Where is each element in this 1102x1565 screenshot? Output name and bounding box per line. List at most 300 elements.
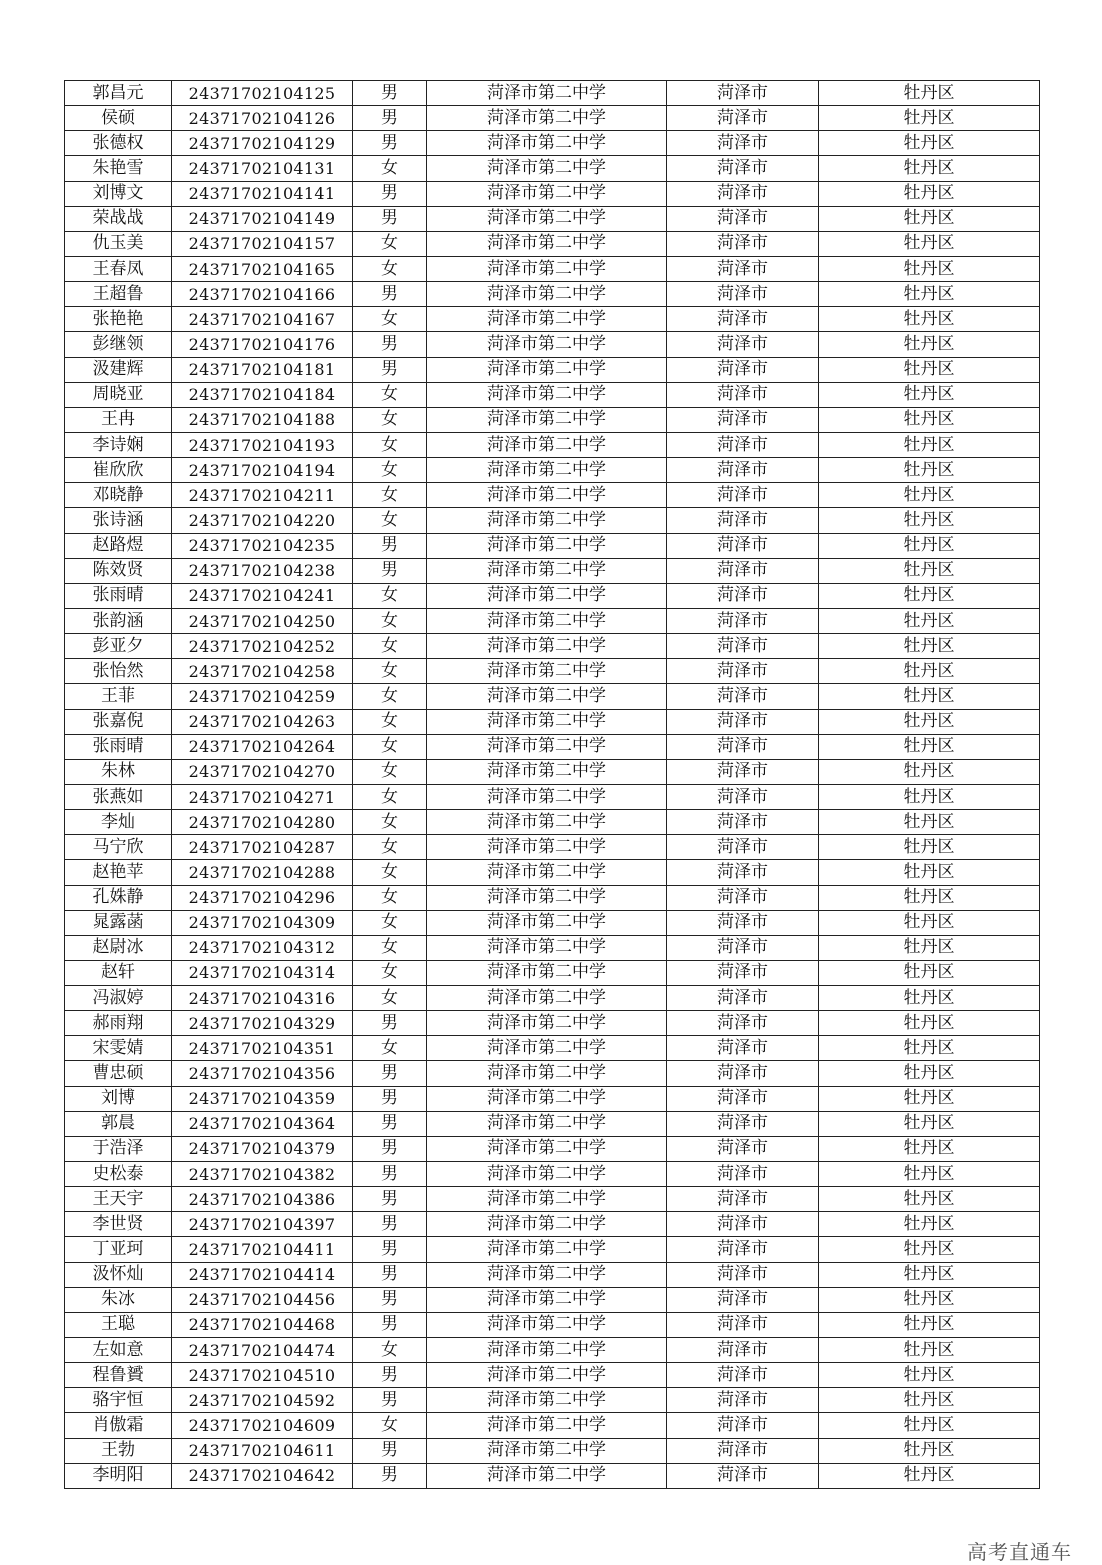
- city-cell: 菏泽市: [667, 1388, 819, 1413]
- gender-cell: 女: [353, 634, 427, 659]
- exam-id-cell: 24371702104188: [172, 407, 353, 432]
- exam-id-cell: 24371702104270: [172, 759, 353, 784]
- district-cell: 牡丹区: [819, 659, 1040, 684]
- city-cell: 菏泽市: [667, 960, 819, 985]
- gender-cell: 女: [353, 1036, 427, 1061]
- district-cell: 牡丹区: [819, 1187, 1040, 1212]
- table-row: [65, 558, 1040, 583]
- name-cell: 张嘉倪: [65, 709, 172, 734]
- school-cell: 菏泽市第二中学: [427, 734, 667, 759]
- city-cell: 菏泽市: [667, 1338, 819, 1363]
- table-row: [65, 432, 1040, 457]
- school-cell: 菏泽市第二中学: [427, 407, 667, 432]
- city-cell: 菏泽市: [667, 1187, 819, 1212]
- city-cell: 菏泽市: [667, 734, 819, 759]
- city-cell: 菏泽市: [667, 1413, 819, 1438]
- gender-cell: 男: [353, 181, 427, 206]
- gender-cell: 男: [353, 206, 427, 231]
- district-cell: 牡丹区: [819, 1388, 1040, 1413]
- name-cell: 程鲁贇: [65, 1363, 172, 1388]
- city-cell: 菏泽市: [667, 106, 819, 131]
- name-cell: 冯淑婷: [65, 986, 172, 1011]
- table-row: [65, 885, 1040, 910]
- name-cell: 王天宇: [65, 1187, 172, 1212]
- table-row: [65, 332, 1040, 357]
- name-cell: 宋雯婧: [65, 1036, 172, 1061]
- exam-id-cell: 24371702104397: [172, 1212, 353, 1237]
- gender-cell: 男: [353, 81, 427, 106]
- city-cell: 菏泽市: [667, 684, 819, 709]
- exam-id-cell: 24371702104141: [172, 181, 353, 206]
- name-cell: 侯硕: [65, 106, 172, 131]
- table-row: [65, 1212, 1040, 1237]
- gender-cell: 女: [353, 231, 427, 256]
- student-roster-table: [64, 80, 1040, 1489]
- district-cell: 牡丹区: [819, 106, 1040, 131]
- table-row: [65, 1463, 1040, 1488]
- school-cell: 菏泽市第二中学: [427, 860, 667, 885]
- table-row: [65, 1187, 1040, 1212]
- school-cell: 菏泽市第二中学: [427, 156, 667, 181]
- exam-id-cell: 24371702104157: [172, 231, 353, 256]
- exam-id-cell: 24371702104309: [172, 910, 353, 935]
- district-cell: 牡丹区: [819, 1312, 1040, 1337]
- school-cell: 菏泽市第二中学: [427, 1287, 667, 1312]
- city-cell: 菏泽市: [667, 282, 819, 307]
- table-row: [65, 835, 1040, 860]
- name-cell: 李诗娴: [65, 432, 172, 457]
- exam-id-cell: 24371702104149: [172, 206, 353, 231]
- school-cell: 菏泽市第二中学: [427, 784, 667, 809]
- table-row: [65, 1338, 1040, 1363]
- exam-id-cell: 24371702104312: [172, 935, 353, 960]
- city-cell: 菏泽市: [667, 533, 819, 558]
- district-cell: 牡丹区: [819, 483, 1040, 508]
- city-cell: 菏泽市: [667, 784, 819, 809]
- table-row: [65, 684, 1040, 709]
- gender-cell: 男: [353, 1237, 427, 1262]
- name-cell: 史松泰: [65, 1162, 172, 1187]
- city-cell: 菏泽市: [667, 332, 819, 357]
- district-cell: 牡丹区: [819, 231, 1040, 256]
- school-cell: 菏泽市第二中学: [427, 1212, 667, 1237]
- city-cell: 菏泽市: [667, 1212, 819, 1237]
- gender-cell: 男: [353, 1212, 427, 1237]
- exam-id-cell: 24371702104414: [172, 1262, 353, 1287]
- district-cell: 牡丹区: [819, 181, 1040, 206]
- table-row: [65, 608, 1040, 633]
- gender-cell: 女: [353, 1413, 427, 1438]
- exam-id-cell: 24371702104252: [172, 634, 353, 659]
- school-cell: 菏泽市第二中学: [427, 256, 667, 281]
- city-cell: 菏泽市: [667, 1262, 819, 1287]
- exam-id-cell: 24371702104411: [172, 1237, 353, 1262]
- name-cell: 崔欣欣: [65, 458, 172, 483]
- name-cell: 赵路煜: [65, 533, 172, 558]
- district-cell: 牡丹区: [819, 1136, 1040, 1161]
- gender-cell: 女: [353, 910, 427, 935]
- school-cell: 菏泽市第二中学: [427, 986, 667, 1011]
- exam-id-cell: 24371702104364: [172, 1111, 353, 1136]
- district-cell: 牡丹区: [819, 206, 1040, 231]
- exam-id-cell: 24371702104609: [172, 1413, 353, 1438]
- gender-cell: 女: [353, 659, 427, 684]
- school-cell: 菏泽市第二中学: [427, 432, 667, 457]
- gender-cell: 男: [353, 1287, 427, 1312]
- district-cell: 牡丹区: [819, 1363, 1040, 1388]
- city-cell: 菏泽市: [667, 407, 819, 432]
- school-cell: 菏泽市第二中学: [427, 307, 667, 332]
- name-cell: 王聪: [65, 1312, 172, 1337]
- exam-id-cell: 24371702104241: [172, 583, 353, 608]
- exam-id-cell: 24371702104351: [172, 1036, 353, 1061]
- city-cell: 菏泽市: [667, 759, 819, 784]
- exam-id-cell: 24371702104264: [172, 734, 353, 759]
- school-cell: 菏泽市第二中学: [427, 357, 667, 382]
- district-cell: 牡丹区: [819, 1212, 1040, 1237]
- table-row: [65, 583, 1040, 608]
- exam-id-cell: 24371702104193: [172, 432, 353, 457]
- table-row: [65, 508, 1040, 533]
- district-cell: 牡丹区: [819, 558, 1040, 583]
- table-row: [65, 709, 1040, 734]
- district-cell: 牡丹区: [819, 357, 1040, 382]
- district-cell: 牡丹区: [819, 407, 1040, 432]
- school-cell: 菏泽市第二中学: [427, 533, 667, 558]
- district-cell: 牡丹区: [819, 1262, 1040, 1287]
- table-row: [65, 860, 1040, 885]
- exam-id-cell: 24371702104125: [172, 81, 353, 106]
- district-cell: 牡丹区: [819, 1413, 1040, 1438]
- name-cell: 邓晓静: [65, 483, 172, 508]
- school-cell: 菏泽市第二中学: [427, 81, 667, 106]
- table-row: [65, 1111, 1040, 1136]
- district-cell: 牡丹区: [819, 1237, 1040, 1262]
- table-row: [65, 634, 1040, 659]
- gender-cell: 男: [353, 1187, 427, 1212]
- school-cell: 菏泽市第二中学: [427, 106, 667, 131]
- name-cell: 汲建辉: [65, 357, 172, 382]
- gender-cell: 女: [353, 256, 427, 281]
- name-cell: 张燕如: [65, 784, 172, 809]
- name-cell: 汲怀灿: [65, 1262, 172, 1287]
- exam-id-cell: 24371702104220: [172, 508, 353, 533]
- gender-cell: 女: [353, 986, 427, 1011]
- school-cell: 菏泽市第二中学: [427, 1136, 667, 1161]
- gender-cell: 男: [353, 332, 427, 357]
- district-cell: 牡丹区: [819, 533, 1040, 558]
- city-cell: 菏泽市: [667, 1162, 819, 1187]
- district-cell: 牡丹区: [819, 835, 1040, 860]
- name-cell: 肖傲霜: [65, 1413, 172, 1438]
- name-cell: 仇玉美: [65, 231, 172, 256]
- district-cell: 牡丹区: [819, 332, 1040, 357]
- school-cell: 菏泽市第二中学: [427, 483, 667, 508]
- gender-cell: 女: [353, 860, 427, 885]
- school-cell: 菏泽市第二中学: [427, 231, 667, 256]
- city-cell: 菏泽市: [667, 659, 819, 684]
- city-cell: 菏泽市: [667, 508, 819, 533]
- gender-cell: 男: [353, 106, 427, 131]
- gender-cell: 女: [353, 835, 427, 860]
- school-cell: 菏泽市第二中学: [427, 1036, 667, 1061]
- gender-cell: 女: [353, 608, 427, 633]
- district-cell: 牡丹区: [819, 860, 1040, 885]
- city-cell: 菏泽市: [667, 231, 819, 256]
- table-row: [65, 810, 1040, 835]
- name-cell: 于浩泽: [65, 1136, 172, 1161]
- gender-cell: 男: [353, 533, 427, 558]
- name-cell: 赵尉冰: [65, 935, 172, 960]
- city-cell: 菏泽市: [667, 860, 819, 885]
- table-row: [65, 382, 1040, 407]
- exam-id-cell: 24371702104296: [172, 885, 353, 910]
- name-cell: 郭昌元: [65, 81, 172, 106]
- district-cell: 牡丹区: [819, 608, 1040, 633]
- school-cell: 菏泽市第二中学: [427, 835, 667, 860]
- city-cell: 菏泽市: [667, 910, 819, 935]
- school-cell: 菏泽市第二中学: [427, 1463, 667, 1488]
- table-row: [65, 1363, 1040, 1388]
- name-cell: 彭继领: [65, 332, 172, 357]
- school-cell: 菏泽市第二中学: [427, 885, 667, 910]
- exam-id-cell: 24371702104166: [172, 282, 353, 307]
- school-cell: 菏泽市第二中学: [427, 1363, 667, 1388]
- name-cell: 丁亚珂: [65, 1237, 172, 1262]
- exam-id-cell: 24371702104184: [172, 382, 353, 407]
- city-cell: 菏泽市: [667, 885, 819, 910]
- gender-cell: 女: [353, 810, 427, 835]
- table-row: [65, 1011, 1040, 1036]
- name-cell: 李明阳: [65, 1463, 172, 1488]
- exam-id-cell: 24371702104131: [172, 156, 353, 181]
- school-cell: 菏泽市第二中学: [427, 810, 667, 835]
- name-cell: 郝雨翔: [65, 1011, 172, 1036]
- district-cell: 牡丹区: [819, 1011, 1040, 1036]
- name-cell: 晁露菡: [65, 910, 172, 935]
- table-row: [65, 131, 1040, 156]
- school-cell: 菏泽市第二中学: [427, 910, 667, 935]
- table-row: [65, 282, 1040, 307]
- exam-id-cell: 24371702104129: [172, 131, 353, 156]
- exam-id-cell: 24371702104181: [172, 357, 353, 382]
- school-cell: 菏泽市第二中学: [427, 1438, 667, 1463]
- name-cell: 张怡然: [65, 659, 172, 684]
- gender-cell: 女: [353, 508, 427, 533]
- table-row: [65, 986, 1040, 1011]
- gender-cell: 女: [353, 1338, 427, 1363]
- school-cell: 菏泽市第二中学: [427, 1086, 667, 1111]
- exam-id-cell: 24371702104382: [172, 1162, 353, 1187]
- city-cell: 菏泽市: [667, 1312, 819, 1337]
- exam-id-cell: 24371702104194: [172, 458, 353, 483]
- district-cell: 牡丹区: [819, 382, 1040, 407]
- name-cell: 王冉: [65, 407, 172, 432]
- district-cell: 牡丹区: [819, 458, 1040, 483]
- city-cell: 菏泽市: [667, 608, 819, 633]
- exam-id-cell: 24371702104510: [172, 1363, 353, 1388]
- city-cell: 菏泽市: [667, 81, 819, 106]
- school-cell: 菏泽市第二中学: [427, 508, 667, 533]
- city-cell: 菏泽市: [667, 458, 819, 483]
- city-cell: 菏泽市: [667, 1086, 819, 1111]
- city-cell: 菏泽市: [667, 1237, 819, 1262]
- city-cell: 菏泽市: [667, 1011, 819, 1036]
- city-cell: 菏泽市: [667, 181, 819, 206]
- school-cell: 菏泽市第二中学: [427, 458, 667, 483]
- district-cell: 牡丹区: [819, 81, 1040, 106]
- table-row: [65, 1061, 1040, 1086]
- city-cell: 菏泽市: [667, 1287, 819, 1312]
- school-cell: 菏泽市第二中学: [427, 1187, 667, 1212]
- table-row: [65, 458, 1040, 483]
- table-row: [65, 910, 1040, 935]
- gender-cell: 男: [353, 1111, 427, 1136]
- table-row: [65, 1237, 1040, 1262]
- table-row: [65, 1262, 1040, 1287]
- district-cell: 牡丹区: [819, 784, 1040, 809]
- exam-id-cell: 24371702104611: [172, 1438, 353, 1463]
- gender-cell: 男: [353, 1061, 427, 1086]
- district-cell: 牡丹区: [819, 634, 1040, 659]
- watermark-text: 高考直通车: [967, 1540, 1072, 1564]
- exam-id-cell: 24371702104356: [172, 1061, 353, 1086]
- school-cell: 菏泽市第二中学: [427, 1312, 667, 1337]
- gender-cell: 男: [353, 1262, 427, 1287]
- school-cell: 菏泽市第二中学: [427, 684, 667, 709]
- name-cell: 张德权: [65, 131, 172, 156]
- table-row: [65, 1312, 1040, 1337]
- exam-id-cell: 24371702104379: [172, 1136, 353, 1161]
- exam-id-cell: 24371702104280: [172, 810, 353, 835]
- exam-id-cell: 24371702104314: [172, 960, 353, 985]
- school-cell: 菏泽市第二中学: [427, 608, 667, 633]
- district-cell: 牡丹区: [819, 885, 1040, 910]
- city-cell: 菏泽市: [667, 634, 819, 659]
- table-row: [65, 734, 1040, 759]
- school-cell: 菏泽市第二中学: [427, 1061, 667, 1086]
- name-cell: 曹忠硕: [65, 1061, 172, 1086]
- name-cell: 朱林: [65, 759, 172, 784]
- roster-body: [65, 81, 1040, 1489]
- exam-id-cell: 24371702104126: [172, 106, 353, 131]
- name-cell: 孔姝静: [65, 885, 172, 910]
- exam-id-cell: 24371702104359: [172, 1086, 353, 1111]
- district-cell: 牡丹区: [819, 131, 1040, 156]
- name-cell: 张韵涵: [65, 608, 172, 633]
- gender-cell: 女: [353, 432, 427, 457]
- school-cell: 菏泽市第二中学: [427, 659, 667, 684]
- exam-id-cell: 24371702104642: [172, 1463, 353, 1488]
- gender-cell: 男: [353, 1086, 427, 1111]
- school-cell: 菏泽市第二中学: [427, 1262, 667, 1287]
- school-cell: 菏泽市第二中学: [427, 1413, 667, 1438]
- city-cell: 菏泽市: [667, 583, 819, 608]
- gender-cell: 女: [353, 156, 427, 181]
- table-row: [65, 106, 1040, 131]
- exam-id-cell: 24371702104474: [172, 1338, 353, 1363]
- city-cell: 菏泽市: [667, 935, 819, 960]
- district-cell: 牡丹区: [819, 1287, 1040, 1312]
- city-cell: 菏泽市: [667, 206, 819, 231]
- table-row: [65, 181, 1040, 206]
- school-cell: 菏泽市第二中学: [427, 131, 667, 156]
- name-cell: 荣战战: [65, 206, 172, 231]
- name-cell: 陈效贤: [65, 558, 172, 583]
- school-cell: 菏泽市第二中学: [427, 1111, 667, 1136]
- exam-id-cell: 24371702104263: [172, 709, 353, 734]
- exam-id-cell: 24371702104211: [172, 483, 353, 508]
- school-cell: 菏泽市第二中学: [427, 1237, 667, 1262]
- name-cell: 张艳艳: [65, 307, 172, 332]
- table-row: [65, 231, 1040, 256]
- district-cell: 牡丹区: [819, 986, 1040, 1011]
- name-cell: 赵轩: [65, 960, 172, 985]
- table-row: [65, 935, 1040, 960]
- name-cell: 马宁欣: [65, 835, 172, 860]
- name-cell: 郭晨: [65, 1111, 172, 1136]
- name-cell: 张雨晴: [65, 734, 172, 759]
- exam-id-cell: 24371702104235: [172, 533, 353, 558]
- gender-cell: 男: [353, 1363, 427, 1388]
- gender-cell: 女: [353, 885, 427, 910]
- exam-id-cell: 24371702104258: [172, 659, 353, 684]
- district-cell: 牡丹区: [819, 307, 1040, 332]
- exam-id-cell: 24371702104238: [172, 558, 353, 583]
- table-row: [65, 960, 1040, 985]
- district-cell: 牡丹区: [819, 1061, 1040, 1086]
- exam-id-cell: 24371702104287: [172, 835, 353, 860]
- city-cell: 菏泽市: [667, 986, 819, 1011]
- name-cell: 张诗涵: [65, 508, 172, 533]
- city-cell: 菏泽市: [667, 432, 819, 457]
- district-cell: 牡丹区: [819, 684, 1040, 709]
- school-cell: 菏泽市第二中学: [427, 558, 667, 583]
- gender-cell: 女: [353, 709, 427, 734]
- city-cell: 菏泽市: [667, 357, 819, 382]
- school-cell: 菏泽市第二中学: [427, 709, 667, 734]
- city-cell: 菏泽市: [667, 810, 819, 835]
- name-cell: 李世贤: [65, 1212, 172, 1237]
- name-cell: 王菲: [65, 684, 172, 709]
- name-cell: 朱艳雪: [65, 156, 172, 181]
- district-cell: 牡丹区: [819, 759, 1040, 784]
- table-row: [65, 1036, 1040, 1061]
- name-cell: 赵艳苹: [65, 860, 172, 885]
- gender-cell: 男: [353, 1463, 427, 1488]
- school-cell: 菏泽市第二中学: [427, 206, 667, 231]
- table-row: [65, 307, 1040, 332]
- school-cell: 菏泽市第二中学: [427, 1338, 667, 1363]
- city-cell: 菏泽市: [667, 835, 819, 860]
- school-cell: 菏泽市第二中学: [427, 759, 667, 784]
- city-cell: 菏泽市: [667, 1111, 819, 1136]
- name-cell: 王勃: [65, 1438, 172, 1463]
- district-cell: 牡丹区: [819, 256, 1040, 281]
- gender-cell: 男: [353, 1312, 427, 1337]
- district-cell: 牡丹区: [819, 1036, 1040, 1061]
- school-cell: 菏泽市第二中学: [427, 935, 667, 960]
- table-row: [65, 256, 1040, 281]
- school-cell: 菏泽市第二中学: [427, 960, 667, 985]
- exam-id-cell: 24371702104329: [172, 1011, 353, 1036]
- district-cell: 牡丹区: [819, 1338, 1040, 1363]
- name-cell: 李灿: [65, 810, 172, 835]
- gender-cell: 女: [353, 784, 427, 809]
- gender-cell: 女: [353, 307, 427, 332]
- gender-cell: 女: [353, 458, 427, 483]
- exam-id-cell: 24371702104259: [172, 684, 353, 709]
